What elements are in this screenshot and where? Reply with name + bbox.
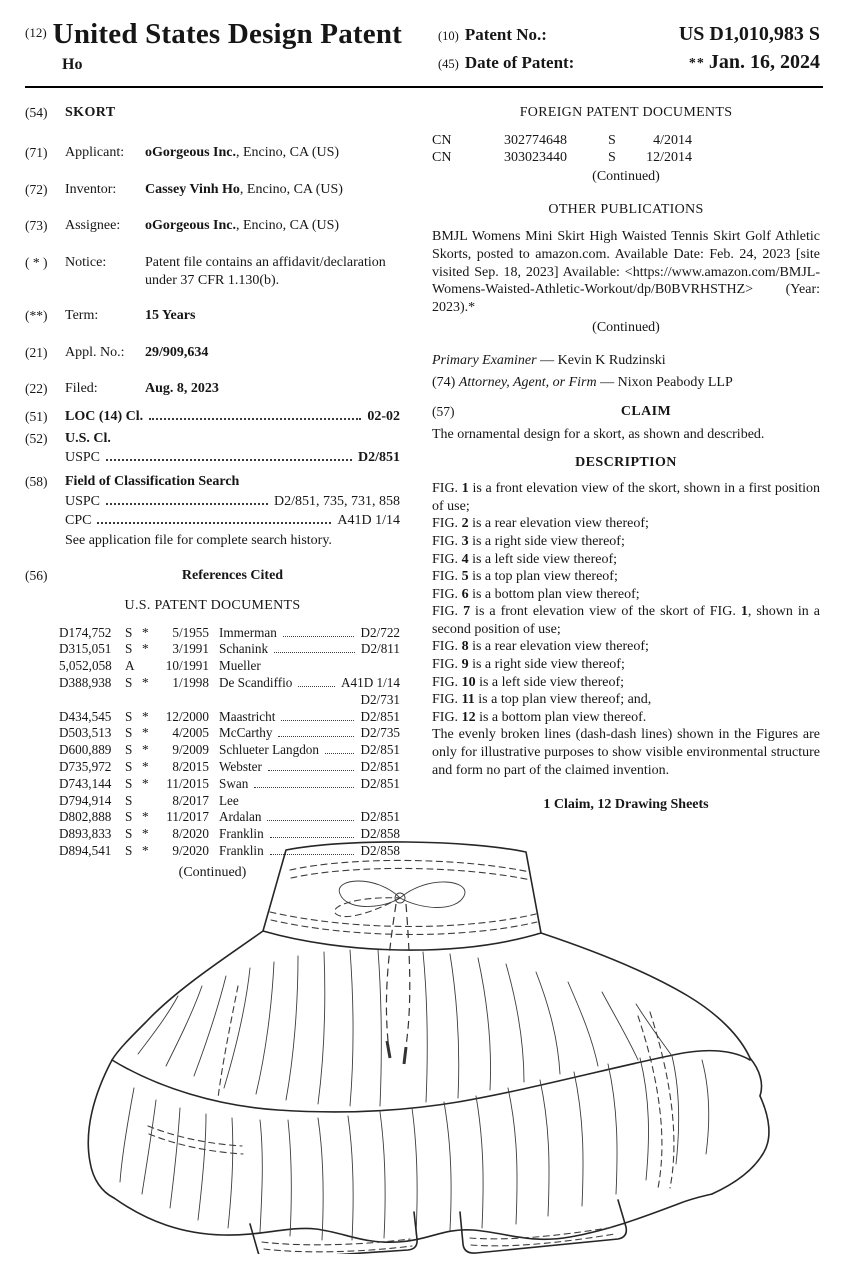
uspc-label: USPC bbox=[65, 450, 101, 466]
kind-code: S bbox=[125, 759, 133, 774]
figure-description-line: FIG. 12 is a bottom plan view thereof. bbox=[432, 709, 647, 725]
patent-no-code: (10) bbox=[438, 29, 459, 43]
us-patent-row bbox=[59, 709, 400, 726]
patent-number: D743,144 bbox=[59, 775, 112, 791]
field-value: oGorgeous Inc., Encino, CA (US) bbox=[145, 145, 340, 160]
classification: A41D 1/14 bbox=[341, 675, 400, 691]
patent-number: D388,938 bbox=[59, 675, 112, 691]
dot-leader bbox=[106, 503, 268, 505]
classification: D2/858 bbox=[360, 826, 400, 842]
search-cpc-label: CPC bbox=[65, 513, 92, 529]
field-filed bbox=[25, 380, 400, 398]
classification: D2/851 bbox=[360, 742, 400, 758]
field-appl-no bbox=[25, 344, 400, 362]
cited-star: * bbox=[142, 675, 149, 691]
loc-class-line bbox=[65, 408, 400, 426]
upper-tier bbox=[112, 931, 750, 1112]
figure-description-line: FIG. 6 is a bottom plan view thereof; bbox=[432, 586, 640, 602]
patentee-name: Franklin bbox=[219, 826, 264, 842]
title-line bbox=[25, 16, 402, 53]
claims-sheets-line: 1 Claim, 12 Drawing Sheets bbox=[543, 797, 709, 813]
kind-code: A bbox=[125, 658, 135, 674]
field-code: (74) bbox=[432, 374, 456, 390]
patent-date: 11/2015 bbox=[166, 775, 209, 791]
header-left bbox=[25, 16, 402, 78]
patent-date: 9/2020 bbox=[172, 842, 209, 858]
country-code: CN bbox=[432, 133, 452, 148]
patent-number: D600,889 bbox=[59, 742, 112, 758]
us-patent-documents-title: U.S. PATENT DOCUMENTS bbox=[124, 598, 301, 613]
field-code: (52) bbox=[25, 430, 48, 446]
us-patent-row bbox=[59, 625, 400, 642]
classification: D2/851 bbox=[360, 759, 400, 774]
inventor-surname: Ho bbox=[62, 55, 83, 73]
description-title: DESCRIPTION bbox=[575, 454, 677, 470]
attorney-line: (74) Attorney, Agent, or Firm — Nixon Peabody LLP bbox=[432, 374, 733, 390]
uspc-line bbox=[65, 449, 400, 467]
classification: D2/851 bbox=[360, 809, 400, 825]
drawstring-bow bbox=[335, 881, 465, 1064]
dot-leader bbox=[97, 522, 331, 524]
figure-description-line: FIG. 2 is a rear elevation view thereof; bbox=[432, 516, 649, 532]
field-code: (21) bbox=[25, 344, 48, 360]
search-cpc-value: A41D 1/14 bbox=[337, 513, 400, 529]
patent-date: 3/1991 bbox=[172, 641, 209, 657]
cited-star: * bbox=[142, 809, 149, 825]
cited-star: * bbox=[142, 641, 149, 657]
foreign-patent-date: 4/2014 bbox=[653, 133, 692, 148]
field-title bbox=[25, 104, 400, 122]
field-code: (71) bbox=[25, 145, 48, 160]
kind-code: S bbox=[125, 792, 133, 808]
kind-code: S bbox=[125, 624, 133, 640]
cited-star: * bbox=[142, 759, 149, 774]
references-cited-title: References Cited bbox=[181, 568, 284, 584]
patent-date-row bbox=[438, 50, 820, 75]
other-publication-text: BMJL Womens Mini Skirt High Waisted Tennis Skirt Golf Athletic Skorts, posted to amazon.com. Available Date: Feb. 24, 2023 [site visited Sep. 18, 2023] Available: <https://www.amazon.com/BMJL-Womens-Waisted-Athletic-Workout/dp/B0BVRHSTHZ> (Year: 2023).* bbox=[432, 229, 820, 315]
field-code: (54) bbox=[25, 105, 48, 121]
kind-code: S bbox=[125, 742, 133, 758]
patent-number: D894,541 bbox=[59, 842, 112, 858]
patent-number-row bbox=[438, 22, 820, 47]
figure-description-line: FIG. 9 is a right side view thereof; bbox=[432, 657, 625, 673]
field-notice bbox=[25, 254, 400, 289]
field-value: oGorgeous Inc., Encino, CA (US) bbox=[145, 218, 340, 234]
dot-leader bbox=[283, 636, 355, 637]
foreign-patent-row bbox=[432, 132, 820, 149]
notice-text: Patent file contains an affidavit/declaration under 37 CFR 1.130(b). bbox=[145, 254, 386, 288]
uspc-value: D2/851 bbox=[358, 450, 400, 466]
patent-date: 8/2015 bbox=[172, 759, 209, 774]
kind-code: S bbox=[125, 826, 133, 842]
field-code: (**) bbox=[25, 308, 48, 324]
us-patent-row bbox=[59, 725, 400, 742]
cited-star: * bbox=[142, 775, 149, 791]
kind-code: S bbox=[125, 641, 133, 657]
dot-leader bbox=[254, 787, 354, 788]
patent-number: D802,888 bbox=[59, 809, 112, 825]
search-block bbox=[65, 473, 400, 564]
patentee-name: Immerman bbox=[219, 624, 277, 640]
header bbox=[0, 0, 848, 78]
header-right bbox=[438, 16, 820, 78]
field-loc-class bbox=[25, 408, 400, 426]
classification-continued: D2/731 bbox=[360, 691, 400, 707]
us-patent-row bbox=[59, 809, 400, 826]
patent-date: 8/2020 bbox=[172, 826, 209, 842]
patentee-name: Schlueter Langdon bbox=[219, 742, 319, 758]
claim-heading bbox=[432, 403, 820, 421]
figure-description-list bbox=[432, 480, 820, 726]
patent-date: 9/2009 bbox=[172, 742, 209, 758]
patent-no-label: Patent No.: bbox=[464, 25, 547, 44]
field-label: Applicant: bbox=[65, 145, 125, 160]
us-patent-row bbox=[59, 658, 400, 675]
search-cpc-line bbox=[65, 512, 400, 530]
dot-leader bbox=[267, 820, 354, 821]
field-value: Cassey Vinh Ho, Encino, CA (US) bbox=[145, 181, 343, 197]
field-inventor bbox=[25, 181, 400, 199]
patent-date: 5/1955 bbox=[172, 624, 209, 640]
field-assignee bbox=[25, 217, 400, 235]
cited-star: * bbox=[142, 725, 149, 741]
date-code: (45) bbox=[438, 57, 459, 72]
patentee-name: Mueller bbox=[219, 658, 261, 674]
field-label: U.S. Cl. bbox=[65, 430, 111, 446]
design-title: SKORT bbox=[65, 105, 116, 121]
kind-code: S bbox=[125, 725, 133, 741]
dot-leader bbox=[274, 652, 355, 653]
patentee-name: Schanink bbox=[219, 641, 269, 657]
patent-date: 12/2000 bbox=[165, 708, 209, 724]
field-classification-search bbox=[25, 473, 400, 564]
classification: D2/811 bbox=[360, 641, 400, 657]
other-publications-title: OTHER PUBLICATIONS bbox=[548, 201, 704, 217]
classification: D2/722 bbox=[360, 624, 400, 640]
foreign-table-continued: (Continued) bbox=[592, 169, 660, 184]
search-uspc-line bbox=[65, 493, 400, 511]
field-label: LOC (14) Cl. bbox=[65, 409, 144, 424]
foreign-patent-row bbox=[432, 149, 820, 166]
kind-code: S bbox=[608, 150, 616, 165]
field-label: Field of Classification Search bbox=[65, 473, 240, 489]
search-note: See application file for complete search history. bbox=[65, 532, 332, 548]
figure-description-line: FIG. 7 is a front elevation view of the skort of FIG. 1, shown in a second position of use; bbox=[432, 604, 820, 637]
references-cited-heading bbox=[25, 567, 400, 585]
skort-figure-drawing bbox=[78, 836, 770, 1254]
kind-code: S bbox=[125, 708, 133, 724]
patentee-name: Ardalan bbox=[219, 809, 262, 825]
us-table-continued: (Continued) bbox=[178, 864, 247, 880]
field-label: Assignee: bbox=[65, 218, 121, 234]
cited-star: * bbox=[142, 624, 149, 640]
us-patent-row bbox=[59, 742, 400, 759]
field-code: (57) bbox=[432, 404, 455, 420]
figure-description-line: FIG. 8 is a rear elevation view thereof; bbox=[432, 639, 649, 655]
patentee-name: Maastricht bbox=[219, 708, 276, 724]
body-columns bbox=[0, 88, 848, 881]
figure-description-line: FIG. 4 is a left side view thereof; bbox=[432, 551, 618, 567]
kind-code: S bbox=[125, 809, 133, 825]
publications-continued: (Continued) bbox=[592, 320, 660, 336]
classification: D2/735 bbox=[360, 725, 400, 741]
field-term bbox=[25, 307, 400, 325]
patent-number: D893,833 bbox=[59, 826, 112, 842]
figure-description-line: FIG. 1 is a front elevation view of the skort, shown in a first position of use; bbox=[432, 481, 820, 514]
dot-leader bbox=[106, 459, 352, 461]
patent-date: 4/2005 bbox=[172, 725, 209, 741]
field-value: Aug. 8, 2023 bbox=[145, 381, 219, 397]
patent-date: 1/1998 bbox=[172, 675, 209, 691]
us-patent-row bbox=[59, 776, 400, 793]
kind-code: (12) bbox=[25, 25, 47, 40]
field-code: (22) bbox=[25, 381, 48, 397]
kind-code: S bbox=[125, 775, 133, 791]
dot-leader bbox=[278, 736, 354, 737]
patent-number: 5,052,058 bbox=[59, 658, 112, 674]
field-code: (73) bbox=[25, 218, 48, 234]
claim-title: CLAIM bbox=[620, 404, 672, 420]
field-us-class bbox=[25, 430, 400, 469]
field-code: ( * ) bbox=[25, 254, 48, 270]
date-label: Date of Patent: bbox=[464, 53, 575, 73]
field-label: Filed: bbox=[65, 381, 98, 397]
cited-star: * bbox=[142, 826, 149, 842]
patentee-name: Franklin bbox=[219, 842, 264, 858]
kind-code: S bbox=[125, 842, 133, 858]
us-patent-row bbox=[59, 793, 400, 810]
field-label: Inventor: bbox=[65, 181, 117, 197]
us-class-block bbox=[65, 430, 400, 469]
patent-no-value: US D1,010,983 S bbox=[678, 23, 820, 45]
field-label: Term: bbox=[65, 308, 99, 324]
field-label: Notice: bbox=[65, 254, 107, 270]
lower-tier bbox=[88, 1012, 769, 1242]
country-code: CN bbox=[432, 150, 452, 165]
skort-front-view bbox=[78, 836, 770, 1254]
kind-code: S bbox=[608, 133, 616, 148]
classification: D2/851 bbox=[360, 775, 400, 791]
patent-date: 8/2017 bbox=[172, 792, 209, 808]
foreign-patent-table bbox=[432, 132, 820, 166]
field-code: (58) bbox=[25, 473, 48, 489]
patentee-name: McCarthy bbox=[219, 725, 273, 741]
field-code: (56) bbox=[25, 568, 48, 584]
figure-description-line: FIG. 5 is a top plan view thereof; bbox=[432, 569, 618, 585]
double-asterisk: ** bbox=[688, 56, 705, 72]
search-uspc-value: D2/851, 735, 731, 858 bbox=[274, 493, 400, 509]
dot-leader bbox=[149, 418, 361, 420]
dot-leader bbox=[298, 686, 335, 687]
us-patent-row bbox=[59, 675, 400, 709]
primary-examiner-line: Primary Examiner — Kevin K Rudzinski bbox=[432, 353, 666, 368]
figure-description-line: FIG. 3 is a right side view thereof; bbox=[432, 533, 625, 549]
left-column bbox=[25, 104, 400, 881]
field-code: (51) bbox=[25, 409, 48, 424]
document-title: United States Design Patent bbox=[52, 18, 403, 50]
dot-leader bbox=[268, 770, 355, 771]
search-uspc-label: USPC bbox=[65, 493, 101, 509]
us-patent-row bbox=[59, 641, 400, 658]
field-value: 29/909,634 bbox=[145, 344, 209, 360]
cited-star: * bbox=[142, 708, 149, 724]
foreign-patent-number: 302774648 bbox=[504, 133, 567, 148]
field-applicant bbox=[25, 144, 400, 162]
cited-star: * bbox=[142, 842, 149, 858]
claim-text: The ornamental design for a skort, as shown and described. bbox=[432, 426, 765, 442]
classification: D2/858 bbox=[360, 842, 400, 858]
figure-description-line: FIG. 11 is a top plan view thereof; and, bbox=[432, 692, 652, 708]
patent-number: D315,051 bbox=[59, 641, 112, 657]
shorts-legs bbox=[250, 1200, 626, 1254]
dot-leader bbox=[281, 720, 354, 721]
patent-number: D434,545 bbox=[59, 708, 112, 724]
patent-number: D174,752 bbox=[59, 624, 112, 640]
foreign-patent-documents-title: FOREIGN PATENT DOCUMENTS bbox=[519, 105, 733, 121]
classification: D2/851 bbox=[360, 708, 400, 724]
foreign-patent-number: 303023440 bbox=[504, 150, 567, 165]
date-value: ** Jan. 16, 2024 bbox=[688, 51, 820, 74]
figure-description-line: FIG. 10 is a left side view thereof; bbox=[432, 674, 625, 690]
field-value: 15 Years bbox=[145, 308, 196, 324]
dot-leader bbox=[325, 753, 354, 754]
loc-class-value: 02-02 bbox=[367, 409, 400, 424]
patentee-name: Lee bbox=[219, 792, 239, 808]
patent-date: 10/1991 bbox=[165, 658, 209, 674]
right-column bbox=[432, 104, 820, 881]
kind-code: S bbox=[125, 675, 133, 691]
field-code: (72) bbox=[25, 181, 48, 197]
patentee-name: De Scandiffio bbox=[219, 675, 293, 691]
field-label: Appl. No.: bbox=[65, 344, 125, 360]
patentee-name: Swan bbox=[219, 775, 249, 791]
us-patent-row bbox=[59, 759, 400, 776]
patent-number: D794,914 bbox=[59, 792, 112, 808]
broken-lines-note: The evenly broken lines (dash-dash lines) shown in the Figures are only for illustrative purposes to show visible environmental structure and form no part of the claimed invention. bbox=[432, 727, 820, 778]
patent-number: D735,972 bbox=[59, 759, 112, 774]
foreign-patent-date: 12/2014 bbox=[646, 150, 692, 165]
cited-star: * bbox=[142, 742, 149, 758]
us-patent-table bbox=[59, 625, 400, 860]
patent-number: D503,513 bbox=[59, 725, 112, 741]
patentee-name: Webster bbox=[219, 759, 262, 774]
patent-date: 11/2017 bbox=[166, 809, 209, 825]
